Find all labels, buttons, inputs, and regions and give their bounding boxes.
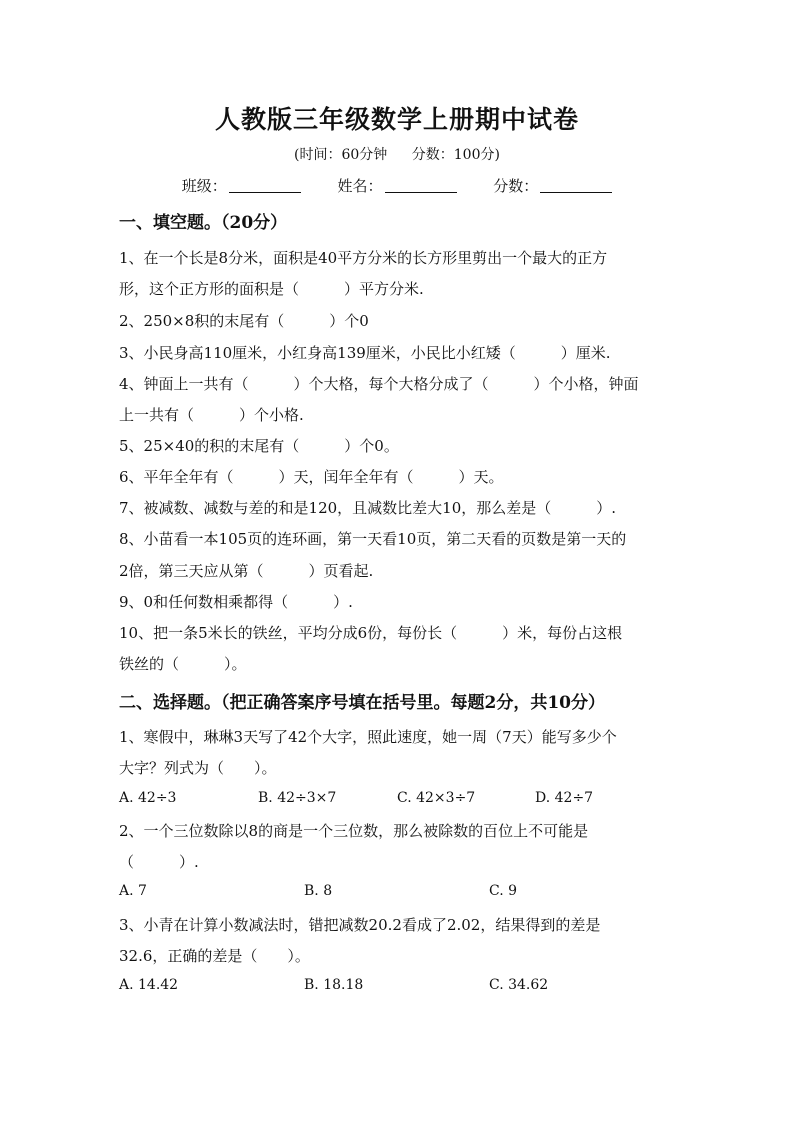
question-line: 7、被减数、减数与差的和是120，且减数比差大10，那么差是（ ）. [119, 499, 617, 517]
question-line: 3、小民身高110厘米，小红身高139厘米，小民比小红矮（ ）厘米. [119, 344, 611, 362]
question-line: 9、0和任何数相乘都得（ ）. [119, 593, 353, 611]
question-line: 2倍，第三天应从第（ ）页看起. [119, 562, 374, 580]
class-field [182, 175, 301, 196]
score-field [493, 175, 612, 196]
name-label: 姓名： [337, 177, 383, 195]
question-line: 4、钟面上一共有（ ）个大格，每个大格分成了（ ）个小格，钟面 [119, 375, 639, 393]
option-a[interactable]: A. 42÷3 [119, 790, 177, 806]
question-line: 上一共有（ ）个小格. [119, 406, 304, 424]
question-line: 2、一个三位数除以8的商是一个三位数，那么被除数的百位上不可能是 [119, 822, 589, 840]
option-b[interactable]: B. 8 [304, 883, 333, 899]
name-field [337, 175, 456, 196]
score-label: 分数： [493, 177, 539, 195]
option-c[interactable]: C. 34.62 [489, 977, 549, 993]
section1-title: 一、填空题。（20分） [119, 213, 288, 233]
class-blank[interactable] [229, 178, 301, 193]
question-line: 32.6，正确的差是（ ）。 [119, 947, 310, 965]
option-b[interactable]: B. 42÷3×7 [258, 790, 337, 806]
name-blank[interactable] [385, 178, 457, 193]
question-line: 3、小青在计算小数减法时，错把减数20.2看成了2.02，结果得到的差是 [119, 916, 601, 934]
question-line: 铁丝的（ ）。 [119, 655, 247, 673]
option-d[interactable]: D. 42÷7 [535, 790, 594, 806]
question-line: 大字？列式为（ ）。 [119, 759, 277, 777]
total-score: 分数：100分) [411, 147, 500, 163]
option-b[interactable]: B. 18.18 [304, 977, 364, 993]
option-c[interactable]: C. 42×3÷7 [397, 790, 476, 806]
exam-subtitle [0, 144, 794, 164]
question-line: 2、250×8积的末尾有（ ）个0 [119, 312, 369, 330]
question-line: 6、平年全年有（ ）天，闰年全年有（ ）天。 [119, 468, 504, 486]
question-line: 10、把一条5米长的铁丝，平均分成6份，每份长（ ）米，每份占这根 [119, 624, 623, 642]
question-line: 5、25×40的积的末尾有（ ）个0。 [119, 437, 399, 455]
student-info [0, 175, 794, 196]
class-label: 班级： [181, 177, 227, 195]
option-c[interactable]: C. 9 [489, 883, 518, 899]
question-line: 形，这个正方形的面积是（ ）平方分米. [119, 280, 424, 298]
score-blank[interactable] [540, 178, 612, 193]
section2-title: 二、选择题。（把正确答案序号填在括号里。每题2分，共10分） [119, 693, 605, 713]
question-line: 8、小苗看一本105页的连环画，第一天看10页，第二天看的页数是第一天的 [119, 530, 627, 548]
question-line: 1、寒假中，琳琳3天写了42个大字，照此速度，她一周（7天）能写多少个 [119, 728, 617, 746]
question-line: 1、在一个长是8分米，面积是40平方分米的长方形里剪出一个最大的正方 [119, 249, 608, 267]
time-limit: (时间：60分钟 [294, 147, 388, 163]
option-a[interactable]: A. 7 [119, 883, 147, 899]
option-a[interactable]: A. 14.42 [119, 977, 179, 993]
question-line: （ ）. [119, 853, 199, 871]
exam-title: 人教版三年级数学上册期中试卷 [214, 105, 579, 134]
